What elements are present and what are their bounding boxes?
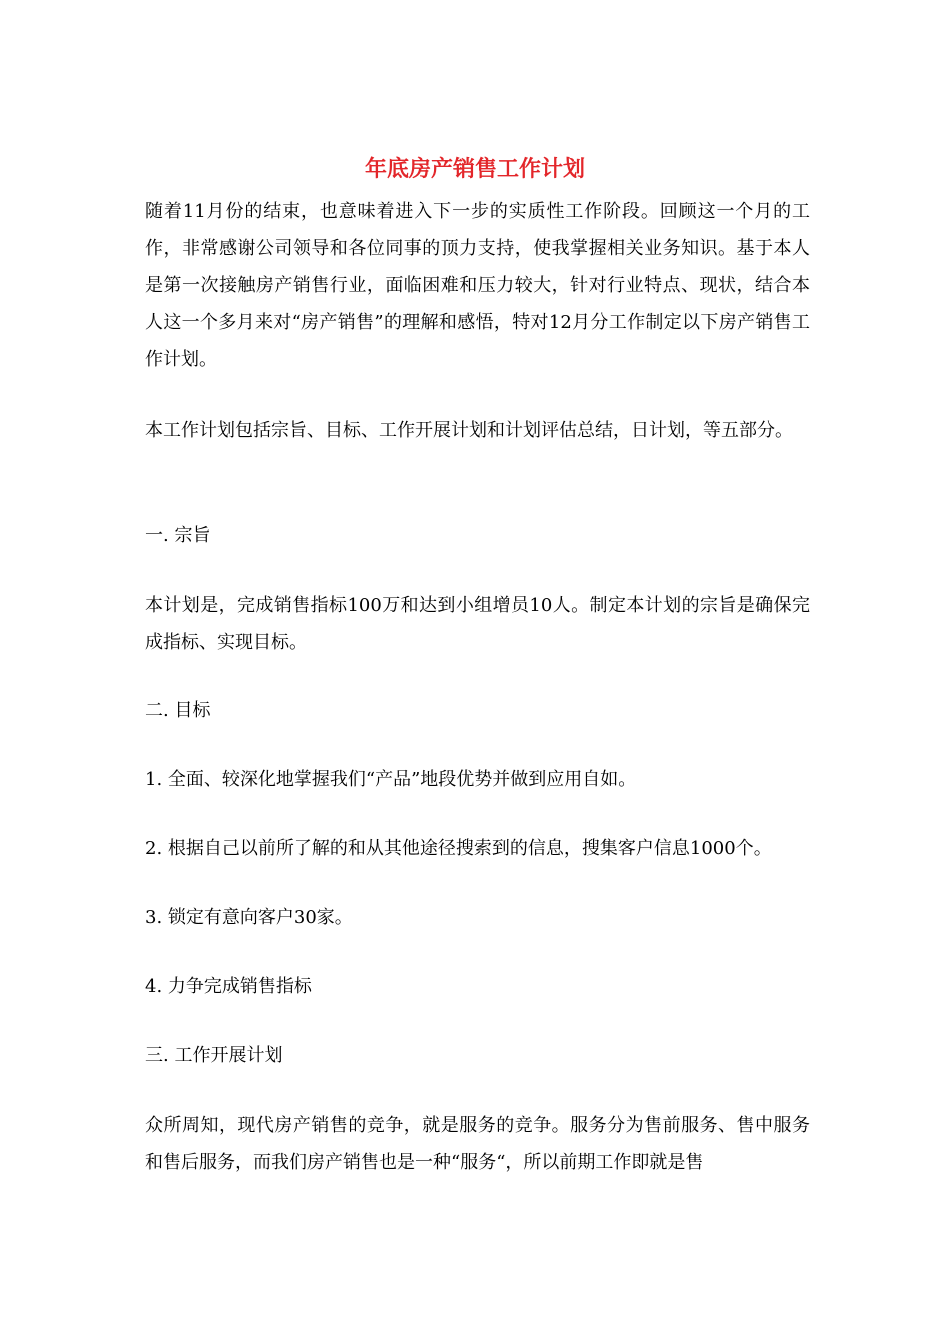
goal-item-4: 4. 力争完成销售指标 [145, 976, 312, 997]
goal-item-2: 2. 根据自己以前所了解的和从其他途径搜索到的信息，搜集客户信息1000个。 [145, 838, 772, 859]
document-title: 年底房产销售工作计划 [364, 157, 585, 182]
overview-paragraph: 本工作计划包括宗旨、目标、工作开展计划和计划评估总结，日计划，等五部分。 [145, 420, 793, 441]
purpose-paragraph: 本计划是，完成销售指标100万和达到小组增员10人。制定本计划的宗旨是确保完成指标、实现目标。 [145, 595, 810, 653]
goal-item-3: 3. 锁定有意向客户30家。 [145, 907, 353, 928]
intro-paragraph: 随着11月份的结束，也意味着进入下一步的实质性工作阶段。回顾这一个月的工作，非常感谢公司领导和各位同事的顶力支持，使我掌握相关业务知识。基于本人是第一次接触房产销售行业，面临困难和压力较大，针对行业特点、现状，结合本人这一个多月来对“房产销售”的理解和感悟，特对12月分工作制定以下房产销售工作计划。 [145, 201, 810, 370]
work-plan-paragraph: 众所周知，现代房产销售的竞争，就是服务的竞争。服务分为售前服务、售中服务和售后服务，而我们房产销售也是一种“服务“，所以前期工作即就是售 [145, 1115, 810, 1173]
section-heading-goals: 二. 目标 [145, 700, 211, 721]
section-heading-purpose: 一. 宗旨 [145, 525, 211, 546]
section-heading-work-plan: 三. 工作开展计划 [145, 1045, 283, 1066]
goal-item-1: 1. 全面、较深化地掌握我们“产品”地段优势并做到应用自如。 [145, 769, 637, 790]
